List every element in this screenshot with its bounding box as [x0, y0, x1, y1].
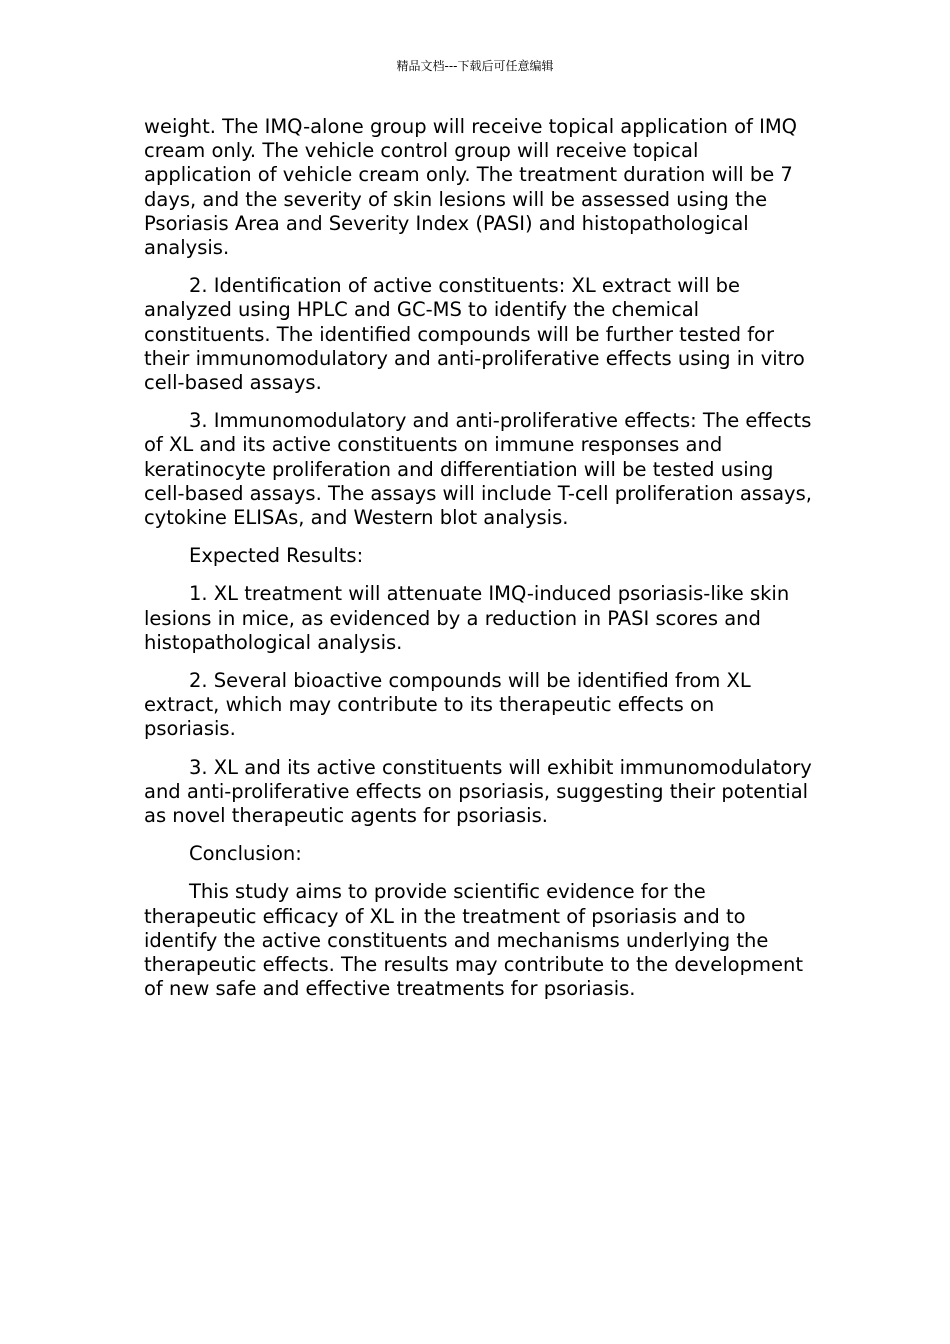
paragraph-result-1: 1. XL treatment will attenuate IMQ-induced psoriasis-like skin lesions in mice, as evidenced by a reduction in PASI scores and histopathological analysis. [144, 582, 790, 654]
paragraph-active-constituents: 2. Identification of active constituents: XL extract will be analyzed using HPLC and GC-MS to identify the chemical constituents. The identified compounds will be further tested for their immunomodulatory and anti-proliferative effects using in vitro cell-based assays. [144, 274, 805, 395]
document-body [144, 115, 812, 1016]
heading-expected-results: Expected Results: [189, 544, 364, 568]
paragraph-continuation: weight. The IMQ-alone group will receive topical application of IMQ cream only. The vehicle control group will receive topical application of vehicle cream only. The treatment duration will be 7 days, and the severity of skin lesions will be assessed using the Psoriasis Area and Severity Index (PASI) and histopathological analysis. [144, 115, 797, 260]
paragraph-result-3: 3. XL and its active constituents will exhibit immunomodulatory and anti-proliferative effects on psoriasis, suggesting their potential as novel therapeutic agents for psoriasis. [144, 755, 812, 828]
paragraph-result-2: 2. Several bioactive compounds will be identified from XL extract, which may contribute to its therapeutic effects on psoriasis. [144, 669, 751, 741]
paragraph-immunomodulatory-effects: 3. Immunomodulatory and anti-proliferative effects: The effects of XL and its active constituents on immune responses and keratinocyte proliferation and differentiation will be tested using cell-based assays. The assays will include T-cell proliferation assays, cytokine ELISAs, and Western blot analysis. [144, 409, 812, 530]
heading-conclusion: Conclusion: [189, 842, 302, 866]
page-header: 精品文档---下载后可任意编辑 [396, 59, 554, 73]
paragraph-conclusion: This study aims to provide scientific evidence for the therapeutic efficacy of XL in the treatment of psoriasis and to identify the active constituents and mechanisms underlying the therapeutic effects. The results may contribute to the development of new safe and effective treatments for psoriasis. [144, 880, 803, 1001]
